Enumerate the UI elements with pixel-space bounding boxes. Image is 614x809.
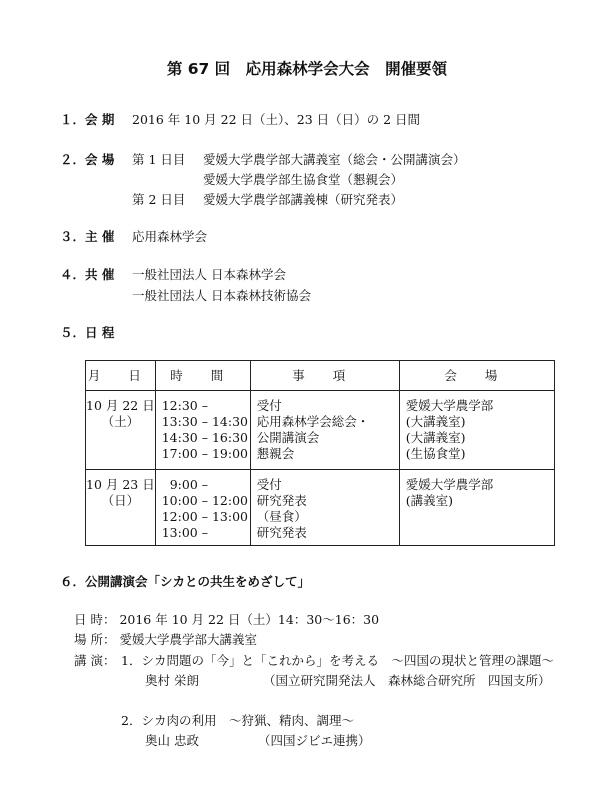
venue-day2-label: 第 2 日目 bbox=[132, 192, 186, 207]
lecture-talk-label: 講 演： bbox=[74, 653, 116, 668]
row1-place-3: (大講義室) bbox=[405, 430, 466, 445]
row1-item-3: 公開講演会 bbox=[256, 430, 320, 445]
row2-item-3: （昼食） bbox=[256, 509, 307, 524]
row1-time-1: 12:30 – bbox=[161, 398, 208, 413]
table-row bbox=[86, 391, 555, 470]
section-host-text: 応用森林学会 bbox=[132, 229, 208, 244]
row2-item-2: 研究発表 bbox=[256, 493, 307, 508]
row1-time-2: 13:30 – 14:30 bbox=[161, 414, 248, 429]
talk2-speaker: 奥山 忠政 bbox=[145, 733, 199, 748]
section-schedule-heading: ５．日 程 bbox=[60, 325, 115, 340]
venue-day1-line2: 愛媛大学農学部生協食堂（懇親会） bbox=[203, 172, 404, 187]
row1-place-4: (生協食堂) bbox=[405, 446, 466, 461]
row2-place-1: 愛媛大学農学部 bbox=[405, 477, 494, 492]
talk2-title: 2．シカ肉の利用 ～狩猟、精肉、調理～ bbox=[121, 713, 354, 728]
talk1-speaker: 奥村 栄朗 bbox=[145, 673, 199, 688]
row2-item-1: 受付 bbox=[256, 477, 282, 492]
table-row bbox=[86, 470, 555, 546]
row2-item-4: 研究発表 bbox=[256, 525, 307, 540]
cohost-line1: 一般社団法人 日本森林学会 bbox=[132, 267, 286, 282]
row1-place-2: (大講義室) bbox=[405, 414, 466, 429]
row1-date: 10 月 22 日 bbox=[86, 398, 155, 413]
section-lecture-heading: ６．公開講演会「シカとの共生をめざして」 bbox=[60, 574, 311, 589]
cohost-line2: 一般社団法人 日本森林技術協会 bbox=[132, 288, 311, 303]
lecture-place: 場 所： 愛媛大学農学部大講義室 bbox=[74, 632, 257, 647]
talk2-affiliation: （四国ジビエ連携） bbox=[258, 733, 371, 748]
schedule-header-row bbox=[86, 361, 555, 391]
header-date: 月 日 bbox=[86, 361, 156, 391]
venue-day2-line: 愛媛大学農学部講義棟（研究発表） bbox=[203, 192, 404, 207]
section-cohost-heading: ４．共 催 bbox=[60, 267, 115, 282]
page-title: 第 67 回 応用森林学会大会 開催要領 bbox=[166, 60, 448, 78]
section-period-text: 2016 年 10 月 22 日（土）、23 日（日）の 2 日間 bbox=[132, 112, 421, 127]
lecture-datetime: 日 時： 2016 年 10 月 22 日（土）14：30～16：30 bbox=[74, 612, 380, 627]
row2-time-1: 9:00 – bbox=[169, 477, 209, 492]
venue-day1-line1: 愛媛大学農学部大講義室（総会・公開講演会） bbox=[203, 152, 466, 167]
section-venue-heading: ２．会 場 bbox=[60, 152, 115, 167]
row2-weekday: （日） bbox=[101, 493, 140, 508]
row1-weekday: （土） bbox=[101, 414, 140, 429]
section-period-heading: １．会 期 bbox=[60, 112, 115, 127]
row1-item-4: 懇親会 bbox=[256, 446, 295, 461]
row1-item-1: 受付 bbox=[256, 398, 282, 413]
row1-time-4: 17:00 – 19:00 bbox=[161, 446, 248, 461]
row1-time-3: 14:30 – 16:30 bbox=[161, 430, 248, 445]
row1-place-1: 愛媛大学農学部 bbox=[405, 398, 494, 413]
row2-time-4: 13:00 – bbox=[161, 525, 208, 540]
header-item: 事 項 bbox=[250, 361, 399, 391]
venue-day1-label: 第 1 日目 bbox=[132, 152, 186, 167]
section-host-heading: ３．主 催 bbox=[60, 229, 115, 244]
row2-time-2: 10:00 – 12:00 bbox=[161, 493, 248, 508]
talk1-affiliation: （国立研究開発法人 森林総合研究所 四国支所） bbox=[263, 673, 551, 688]
row2-date: 10 月 23 日 bbox=[86, 477, 155, 492]
row2-time-3: 12:00 – 13:00 bbox=[161, 509, 248, 524]
row1-item-2: 応用森林学会総会・ bbox=[256, 414, 370, 429]
talk1-title: 1．シカ問題の「今」と「これから」を考える ～四国の現状と管理の課題～ bbox=[121, 653, 554, 668]
schedule-table bbox=[85, 360, 555, 546]
header-place: 会 場 bbox=[399, 361, 554, 391]
row2-place-2: (講義室) bbox=[405, 493, 453, 508]
header-time: 時 間 bbox=[155, 361, 250, 391]
